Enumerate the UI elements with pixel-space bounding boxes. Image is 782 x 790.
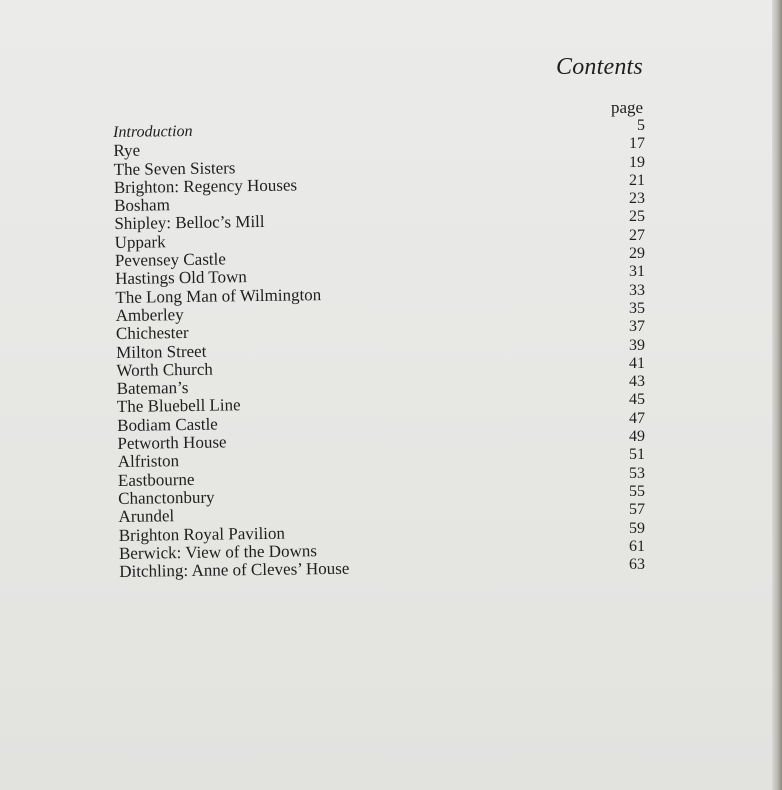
contents-entry-page: 53 bbox=[629, 464, 645, 482]
contents-entry-page: 19 bbox=[629, 153, 645, 171]
contents-entry-title: Introduction bbox=[113, 122, 193, 141]
contents-entry-title: Bodiam Castle bbox=[117, 414, 218, 435]
contents-entry-title: Milton Street bbox=[116, 341, 207, 362]
contents-entry-page: 57 bbox=[629, 501, 645, 519]
contents-entry-page: 29 bbox=[629, 245, 645, 263]
contents-entry-title: Shipley: Belloc’s Mill bbox=[114, 212, 265, 234]
contents-entry-title: The Long Man of Wilmington bbox=[115, 284, 322, 307]
contents-entry-title: Uppark bbox=[114, 232, 166, 252]
contents-entry-title: Brighton: Regency Houses bbox=[113, 175, 298, 197]
contents-entry-page: 23 bbox=[629, 190, 645, 208]
book-page-edge bbox=[772, 0, 782, 790]
contents-entry-title: Bosham bbox=[114, 195, 171, 216]
contents-entry-page: 41 bbox=[629, 354, 645, 372]
contents-entry-page: 45 bbox=[629, 391, 645, 409]
contents-entry-title: The Bluebell Line bbox=[116, 395, 241, 417]
contents-entry-page: 17 bbox=[629, 135, 645, 153]
contents-entry-title: Rye bbox=[113, 140, 141, 161]
contents-entry-page: 59 bbox=[629, 519, 645, 537]
contents-entry-title: Petworth House bbox=[117, 432, 227, 454]
contents-entry-title: Bateman’s bbox=[116, 378, 189, 399]
contents-entry-title: Eastbourne bbox=[117, 469, 195, 490]
contents-entry-title: Hastings Old Town bbox=[115, 267, 247, 289]
contents-entry-title: Chichester bbox=[115, 323, 189, 344]
contents-heading: Contents bbox=[556, 54, 643, 80]
contents-entry-page: 25 bbox=[629, 208, 645, 226]
contents-entry-title: Worth Church bbox=[116, 359, 213, 380]
contents-entry-title: Alfriston bbox=[117, 451, 180, 472]
contents-entry-page: 5 bbox=[637, 117, 645, 134]
contents-entry-page: 37 bbox=[629, 318, 645, 336]
contents-entry-title: Pevensey Castle bbox=[114, 249, 226, 271]
contents-entry-page: 35 bbox=[629, 299, 645, 317]
contents-entry-page: 39 bbox=[629, 336, 645, 354]
contents-entry-title: Arundel bbox=[118, 506, 175, 527]
contents-entry-page: 31 bbox=[629, 263, 645, 281]
contents-entry-title: The Seven Sisters bbox=[113, 157, 236, 179]
contents-page-numbers-list bbox=[600, 117, 645, 574]
contents-entry-page: 47 bbox=[629, 409, 645, 427]
contents-entry-page: 21 bbox=[629, 171, 645, 189]
contents-entry-title: Brighton Royal Pavilion bbox=[118, 523, 286, 545]
contents-entry-page: 63 bbox=[629, 556, 645, 574]
contents-entry-title: Ditchling: Anne of Cleves’ House bbox=[119, 558, 350, 582]
contents-titles-list bbox=[113, 120, 419, 582]
contents-entry-page: 33 bbox=[629, 281, 645, 299]
contents-entry-title: Berwick: View of the Downs bbox=[118, 541, 318, 563]
page-column-label: page bbox=[611, 98, 644, 117]
contents-entry-page: 43 bbox=[629, 373, 645, 391]
contents-entry-page: 49 bbox=[629, 428, 645, 446]
contents-entry-title: Chanctonbury bbox=[118, 487, 215, 508]
contents-entry-title: Amberley bbox=[115, 305, 184, 325]
contents-entry-page: 27 bbox=[629, 226, 645, 244]
contents-entry-page: 51 bbox=[629, 446, 645, 464]
contents-entry-page: 55 bbox=[629, 482, 645, 500]
contents-entry-page: 61 bbox=[629, 537, 645, 555]
